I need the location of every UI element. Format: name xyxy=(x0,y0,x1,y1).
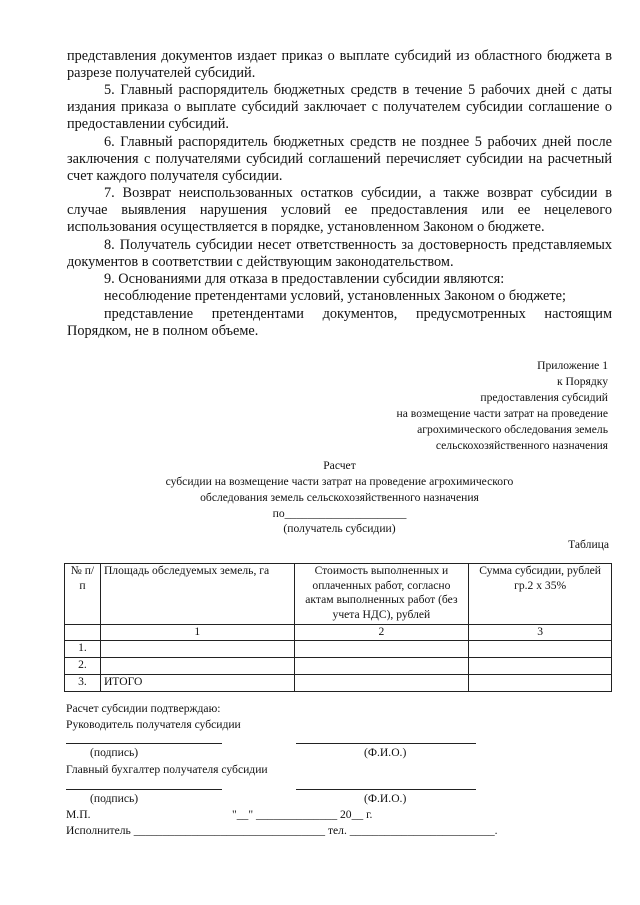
paragraph-6: 6. Главный распорядитель бюджетных средств не позднее 5 рабочих дней после заключения с получателями субсидий соглашений перечисляет субсидии на расчетный счет каждого получателя субсидии. xyxy=(67,134,612,185)
table-column-numbers-row xyxy=(65,625,612,641)
table-cell xyxy=(100,641,294,658)
table-cell-total-label: ИТОГО xyxy=(100,675,294,692)
accountant-signature-caption: (подпись) xyxy=(90,792,139,805)
table-cell xyxy=(469,658,612,675)
appendix-line: сельскохозяйственного назначения xyxy=(435,439,608,452)
head-signature-line xyxy=(66,743,222,744)
calculation-subtitle: обследования земель сельскохозяйственного назначения xyxy=(200,491,479,504)
head-fio-caption: (Ф.И.О.) xyxy=(364,746,407,759)
recipient-caption: (получатель субсидии) xyxy=(283,522,396,535)
confirm-label: Расчет субсидии подтверждаю: xyxy=(66,702,221,715)
recipient-field: по_____________________ xyxy=(272,507,407,520)
table-row xyxy=(65,658,612,675)
head-signature-caption: (подпись) xyxy=(90,746,139,759)
paragraph-continuation: представления документов издает приказ о выплате субсидий из областного бюджета в разрезе получателей субсидий. xyxy=(67,48,612,82)
appendix-header xyxy=(308,358,608,454)
paragraph-9-item-2: представление претендентами документов, предусмотренных настоящим Порядком, не в полном объеме. xyxy=(67,306,612,340)
calculation-subtitle: субсидии на возмещение части затрат на проведение агрохимического xyxy=(165,475,514,488)
table-cell xyxy=(100,658,294,675)
table-cell xyxy=(294,641,469,658)
paragraph-7: 7. Возврат неиспользованных остатков субсидии, а также возврат субсидии в случае выявления нарушения условий ее предоставления или ее нецелевого использования осуществляется в порядке, установленном Законом о бюджете. xyxy=(67,185,612,236)
table-cell: 2. xyxy=(65,658,101,675)
accountant-signature-line xyxy=(66,789,222,790)
table-cell xyxy=(294,675,469,692)
paragraph-8: 8. Получатель субсидии несет ответственность за достоверность представляемых документов в соответствии с действующим законодательством. xyxy=(67,237,612,271)
header-cell-subsidy: Сумма субсидии, рублей гр.2 х 35% xyxy=(469,564,612,625)
table-cell xyxy=(469,641,612,658)
table-cell xyxy=(294,658,469,675)
appendix-line: к Порядку xyxy=(557,375,608,388)
table-cell: 2 xyxy=(294,625,469,641)
table-cell: 1. xyxy=(65,641,101,658)
head-fio-line xyxy=(296,743,476,744)
header-cell-number: № п/п xyxy=(65,564,101,625)
table-caption: Таблица xyxy=(568,538,609,551)
paragraph-9-item-1: несоблюдение претендентами условий, установленных Законом о бюджете; xyxy=(104,288,566,304)
appendix-line: Приложение 1 xyxy=(537,359,608,372)
appendix-line: предоставления субсидий xyxy=(480,391,608,404)
table-header-row xyxy=(65,564,612,625)
table-cell xyxy=(469,675,612,692)
table-cell xyxy=(65,625,101,641)
head-label: Руководитель получателя субсидии xyxy=(66,718,241,731)
header-cell-cost: Стоимость выполненных и оплаченных работ, согласно актам выполненных работ (без учета НДС), рублей xyxy=(294,564,469,625)
appendix-line: агрохимического обследования земель xyxy=(417,423,608,436)
accountant-fio-caption: (Ф.И.О.) xyxy=(364,792,407,805)
date-field: "__" ______________ 20__ г. xyxy=(232,808,373,821)
paragraph-5: 5. Главный распорядитель бюджетных средств в течение 5 рабочих дней с даты издания приказа о выплате субсидий заключает с получателем субсидии соглашение о предоставлении субсидий. xyxy=(67,82,612,133)
accountant-label: Главный бухгалтер получателя субсидии xyxy=(66,763,268,776)
calculation-title: Расчет xyxy=(323,459,356,472)
header-cell-area: Площадь обследуемых земель, га xyxy=(100,564,294,625)
table-cell: 3. xyxy=(65,675,101,692)
stamp-label: М.П. xyxy=(66,808,91,821)
paragraph-9: 9. Основаниями для отказа в предоставлении субсидии являются: xyxy=(104,271,505,287)
accountant-fio-line xyxy=(296,789,476,790)
table-row xyxy=(65,641,612,658)
executor-line: Исполнитель _________________________________ тел. _________________________. xyxy=(66,824,498,837)
table-cell: 3 xyxy=(469,625,612,641)
appendix-line: на возмещение части затрат на проведение xyxy=(396,407,608,420)
table-row-total xyxy=(65,675,612,692)
table-cell: 1 xyxy=(100,625,294,641)
subsidy-table xyxy=(64,563,612,692)
